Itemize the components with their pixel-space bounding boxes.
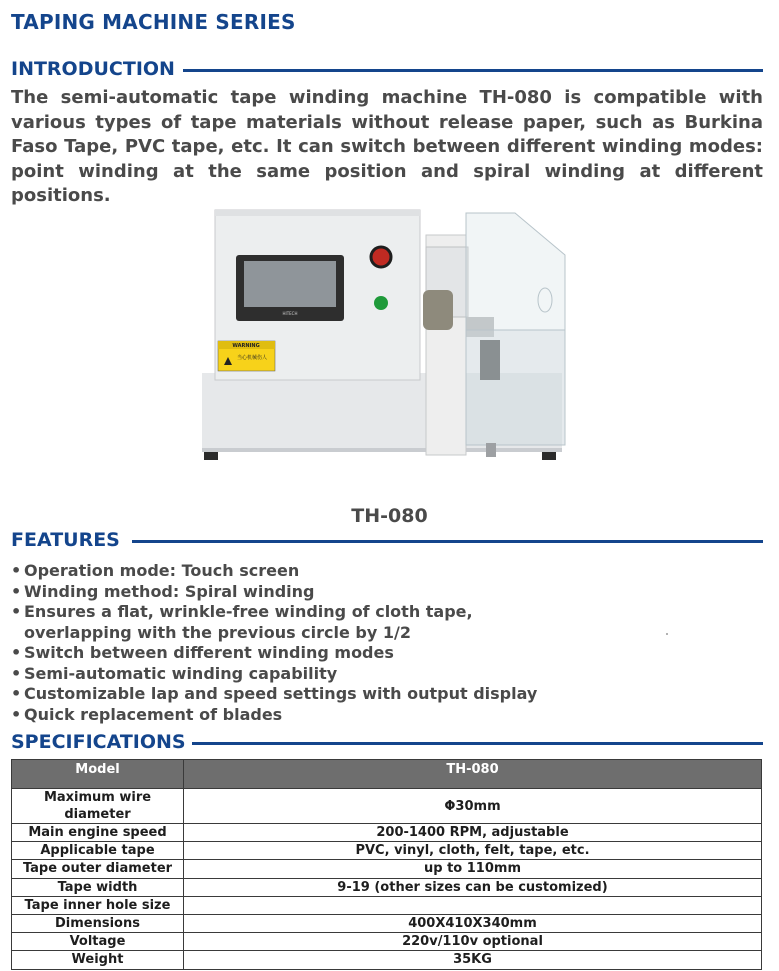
feature-item (11, 684, 761, 705)
table-row (12, 933, 762, 951)
table-row (12, 896, 762, 914)
heading-rule (132, 540, 763, 543)
touch-screen (244, 261, 336, 307)
introduction-heading (11, 58, 763, 80)
spec-label: Applicable tape (12, 842, 184, 860)
spec-value: 35KG (184, 951, 762, 969)
screen-brand: HITECH (282, 311, 298, 316)
spec-label: Main engine speed (12, 824, 184, 842)
specifications-heading-label: SPECIFICATIONS (11, 731, 186, 753)
table-row (12, 914, 762, 932)
table-row (12, 860, 762, 878)
spec-label: Maximum wire diameter (12, 789, 184, 824)
specifications-heading (11, 731, 763, 753)
spec-value: 200-1400 RPM, adjustable (184, 824, 762, 842)
spec-value: Φ30mm (184, 789, 762, 824)
features-heading-label: FEATURES (11, 529, 120, 551)
feature-text: Quick replacement of blades (24, 704, 283, 724)
page-title: TAPING MACHINE SERIES (11, 10, 296, 34)
feature-item (11, 664, 761, 685)
feature-text: Switch between different winding modes (24, 643, 394, 662)
product-image (190, 205, 580, 475)
spec-value: 9-19 (other sizes can be customized) (184, 878, 762, 896)
feature-item (11, 602, 761, 643)
warning-label-text: WARNING (232, 343, 260, 349)
features-list (11, 561, 761, 725)
spec-label: Dimensions (12, 914, 184, 932)
introduction-text: The semi-automatic tape winding machine TH-080 is compatible with various types of tape materials without release paper, such as Burkina Faso Tape, PVC tape, etc. It can switch between different winding modes: point winding at the same position and spiral winding at different positions. (11, 87, 763, 207)
table-header-cell: TH-080 (184, 760, 762, 789)
machine-foot (204, 452, 218, 460)
table-row (12, 842, 762, 860)
spec-value: 220v/110v optional (184, 933, 762, 951)
table-row (12, 878, 762, 896)
feature-item (11, 582, 761, 603)
feature-text: Semi-automatic winding capability (24, 663, 338, 683)
spec-value (184, 896, 762, 914)
tape-roll (423, 290, 453, 330)
feature-text: Customizable lap and speed settings with output display (24, 684, 538, 703)
feature-text-continuation: overlapping with the previous circle by 1/2 (24, 622, 411, 642)
spec-value: PVC, vinyl, cloth, felt, tape, etc. (184, 842, 762, 860)
feature-item (11, 643, 761, 664)
table-header-row (12, 760, 762, 789)
table-row (12, 789, 762, 824)
start-button-icon (374, 296, 388, 310)
feature-text: Ensures a flat, wrinkle-free winding of cloth tape, (24, 602, 473, 621)
machine-housing-top (215, 210, 420, 216)
stray-dot (666, 633, 668, 635)
machine-foot (542, 452, 556, 460)
spec-label: Voltage (12, 933, 184, 951)
introduction-heading-label: INTRODUCTION (11, 58, 175, 80)
acrylic-tray (466, 330, 565, 445)
heading-rule (192, 742, 763, 745)
table-row (12, 824, 762, 842)
features-heading (11, 529, 763, 551)
spec-label: Tape outer diameter (12, 860, 184, 878)
spec-value: up to 110mm (184, 860, 762, 878)
spec-label: Tape inner hole size (12, 896, 184, 914)
table-header-cell: Model (12, 760, 184, 789)
table-row (12, 951, 762, 969)
warning-label-subtext: 当心机械伤人 (236, 355, 268, 361)
feature-text: Winding method: Spiral winding (24, 581, 315, 601)
spec-label: Tape width (12, 878, 184, 896)
wire-guide (486, 443, 496, 457)
feature-item (11, 705, 761, 726)
feature-text: Operation mode: Touch screen (24, 561, 300, 580)
emergency-stop-icon (371, 247, 391, 267)
product-caption: TH-080 (351, 505, 428, 527)
feature-item (11, 561, 761, 582)
specifications-table (11, 759, 762, 970)
spec-label: Weight (12, 951, 184, 969)
spec-value: 400X410X340mm (184, 914, 762, 932)
heading-rule (183, 69, 763, 72)
